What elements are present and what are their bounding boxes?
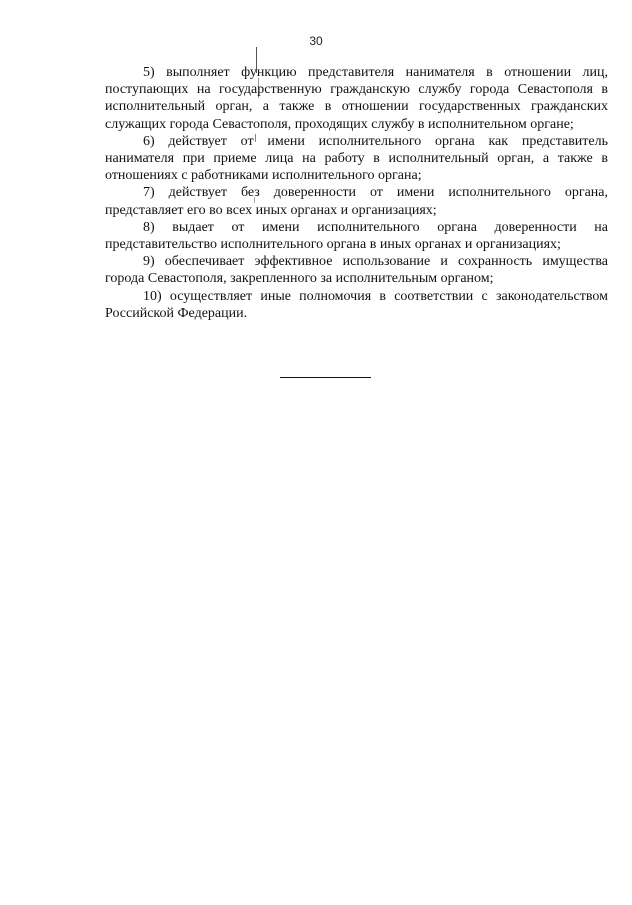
paragraph-item-7: 7) действует без доверенности от имени исполнительного органа, представляет его во всех иных органах и организациях;: [105, 185, 608, 218]
paragraph-item-9: 9) обеспечивает эффективное использование и сохранность имущества города Севастополя, закрепленного за исполнительным органом;: [105, 254, 608, 287]
paragraph-item-8: 8) выдает от имени исполнительного органа доверенности на представительство исполнительного органа в иных органах и организациях;: [105, 219, 608, 253]
document-body: [105, 64, 608, 322]
paragraph-item-5: 5) выполняет функцию представителя нанимателя в отношении лиц, поступающих на государственную гражданскую службу города Севастополя в исполнительный орган, а также в отношении государственных гражданских служащих города Севастополя, проходящих службу в исполнительном органе;: [105, 65, 608, 132]
page-number: 30: [309, 34, 323, 48]
paragraph-item-10: 10) осуществляет иные полномочия в соответствии с законодательством Российской Федерации.: [105, 288, 608, 321]
paragraph-item-6: 6) действует от имени исполнительного органа как представитель нанимателя при приеме лица на работу в исполнительный орган, а также в отношениях с работниками исполнительного органа;: [105, 133, 608, 184]
end-of-text-rule: [280, 377, 371, 378]
